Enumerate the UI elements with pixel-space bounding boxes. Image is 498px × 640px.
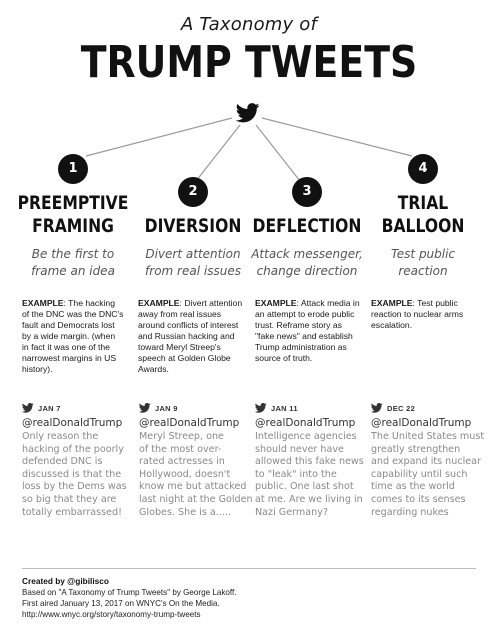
tweet-date: JAN 9	[155, 404, 178, 413]
tweet-line: Only reason the	[22, 431, 99, 442]
tweet-line: public. One last shot	[255, 481, 354, 493]
example-line: "fake news" and establish	[255, 331, 353, 341]
tweet-line: rated actresses in	[139, 456, 225, 468]
example-line: toward Meryl Streep's	[138, 342, 221, 352]
tweet-date: DEC 22	[387, 404, 416, 413]
example-text	[138, 298, 256, 375]
example-line: reaction to nuclear arms	[371, 309, 464, 319]
tweet-line: know me but attacked	[139, 481, 247, 493]
example-line: around conflicts of interest	[138, 320, 239, 330]
category-title-line1: TRIAL	[397, 192, 449, 214]
source-line: Based on "A Taxonomy of Trump Tweets" by George Lakoff.	[22, 588, 237, 597]
example-line: trust. Reframe story as	[255, 320, 342, 330]
tweet-line: Globes. She is a.....	[139, 506, 232, 518]
tweet-line: discussed is that the	[22, 468, 122, 480]
example-label: EXAMPLE	[138, 298, 180, 308]
category-title-line1: DEFLECTION	[252, 215, 362, 237]
example-line: of the DNC was the DNC's	[22, 309, 124, 319]
example-line: and Russian hacking and	[138, 331, 235, 341]
page-title: TRUMP TWEETS	[80, 37, 418, 88]
tweet-date-row	[255, 403, 365, 415]
example-line: an attempt to erode public	[255, 309, 355, 319]
tweet-line: and expand its nuclear	[371, 456, 482, 468]
category-description-line1: Be the first to	[31, 247, 115, 261]
category-title-line2: BALLOON	[381, 215, 465, 237]
category-description-line2: reaction	[398, 264, 448, 278]
category-description-line2: change direction	[256, 264, 358, 278]
category-description-line1: Attack messenger,	[251, 247, 363, 261]
example-line: by a wide margin. (when	[22, 331, 116, 341]
step-number-badge: 2	[178, 177, 208, 207]
tweet-line: Meryl Streep, one	[139, 431, 224, 442]
tweet-date-row	[371, 403, 481, 415]
tweet-line: greatly strengthen	[371, 443, 461, 455]
example-line: fault and Democrats lost	[22, 320, 115, 330]
twitter-bird-icon	[236, 103, 260, 123]
example-line: : The hacking	[63, 298, 115, 308]
tweet-handle: @realDonaldTrump	[255, 417, 356, 429]
tweet-line: at me. Are we living in	[255, 493, 363, 505]
example-line: narrowest margins in US	[22, 353, 117, 363]
category-title-line1: DIVERSION	[144, 215, 242, 237]
category-title-line1: PREEMPTIVE	[17, 192, 129, 214]
example-line: : Attack media in	[296, 298, 360, 308]
example-line: source of truth.	[255, 353, 313, 363]
category-description-line1: Test public	[390, 247, 456, 261]
twitter-bird-icon	[371, 403, 383, 413]
category-description-line1: Divert attention	[145, 247, 241, 261]
tweet-line: so big that they are	[22, 493, 117, 505]
credit-line: Created by @gibilisco	[22, 576, 109, 586]
example-line: Trump administration as	[255, 342, 347, 352]
tweet-line: Hollywood, doesn't	[139, 468, 231, 480]
example-line: history).	[22, 364, 53, 374]
footer-divider	[22, 568, 476, 569]
tweet-line: totally embarrassed!	[22, 506, 122, 518]
example-label: EXAMPLE	[371, 298, 413, 308]
step-number-badge: 3	[292, 177, 322, 207]
tweet-line: regarding nukes	[371, 506, 449, 518]
tweet-line: allowed this fake news	[255, 456, 364, 468]
tweet-text	[22, 431, 140, 519]
source-url-link[interactable]: http://www.wnyc.org/story/taxonomy-trump-tweets	[22, 609, 201, 619]
example-label: EXAMPLE	[255, 298, 297, 308]
tweet-line: hacking of the poorly	[22, 443, 124, 455]
tweet-line: loss by the Dems was	[22, 481, 127, 493]
tweet-handle: @realDonaldTrump	[371, 417, 472, 429]
example-line: escalation.	[371, 320, 413, 330]
source-citation	[22, 588, 237, 620]
example-line: : Test public	[412, 298, 458, 308]
example-label: EXAMPLE	[22, 298, 64, 308]
example-text	[22, 298, 140, 375]
step-number-badge: 4	[408, 154, 438, 184]
example-line: away from real issues	[138, 309, 222, 319]
tweet-line: to "leak" into the	[255, 468, 337, 480]
example-line: speech at Golden Globe	[138, 353, 231, 363]
tweet-date: JAN 7	[38, 404, 61, 413]
category-description-line2: frame an idea	[31, 264, 115, 278]
example-line: Awards.	[138, 364, 169, 374]
twitter-bird-icon	[22, 403, 34, 413]
source-line: First aired January 13, 2017 on WNYC's On the Media.	[22, 598, 220, 608]
tweet-handle: @realDonaldTrump	[139, 417, 240, 429]
tweet-date: JAN 11	[271, 404, 298, 413]
tweet-date-row	[139, 403, 249, 415]
tweet-text	[255, 431, 373, 519]
tweet-line: Nazi Germany?	[255, 506, 328, 518]
tweet-line: should never have	[255, 443, 344, 455]
twitter-bird-icon	[255, 403, 267, 413]
twitter-bird-icon	[139, 403, 151, 413]
example-line: : Divert attention	[179, 298, 243, 308]
tweet-line: comes to its senses	[371, 493, 466, 505]
tweet-text	[371, 431, 493, 519]
tweet-line: The United States must	[371, 431, 485, 442]
category-title-line2: FRAMING	[32, 215, 114, 237]
tweet-date-row	[22, 403, 132, 415]
connector-lines	[0, 0, 498, 180]
tweet-line: last night at the Golden	[139, 493, 253, 505]
tweet-line: Intelligence agencies	[255, 431, 357, 442]
example-text	[371, 298, 489, 331]
category-description-line2: from real issues	[145, 264, 241, 278]
example-line: in fact it was one of the	[22, 342, 110, 352]
example-text	[255, 298, 373, 364]
tweet-line: capability until such	[371, 468, 468, 480]
step-number-badge: 1	[58, 154, 88, 184]
tweet-handle: @realDonaldTrump	[22, 417, 123, 429]
tweet-line: time as the world	[371, 481, 455, 493]
tweet-text	[139, 431, 257, 519]
tweet-line: of the most over-	[139, 443, 222, 455]
tweet-line: defended DNC is	[22, 456, 103, 468]
subtitle: A Taxonomy of	[180, 14, 318, 35]
